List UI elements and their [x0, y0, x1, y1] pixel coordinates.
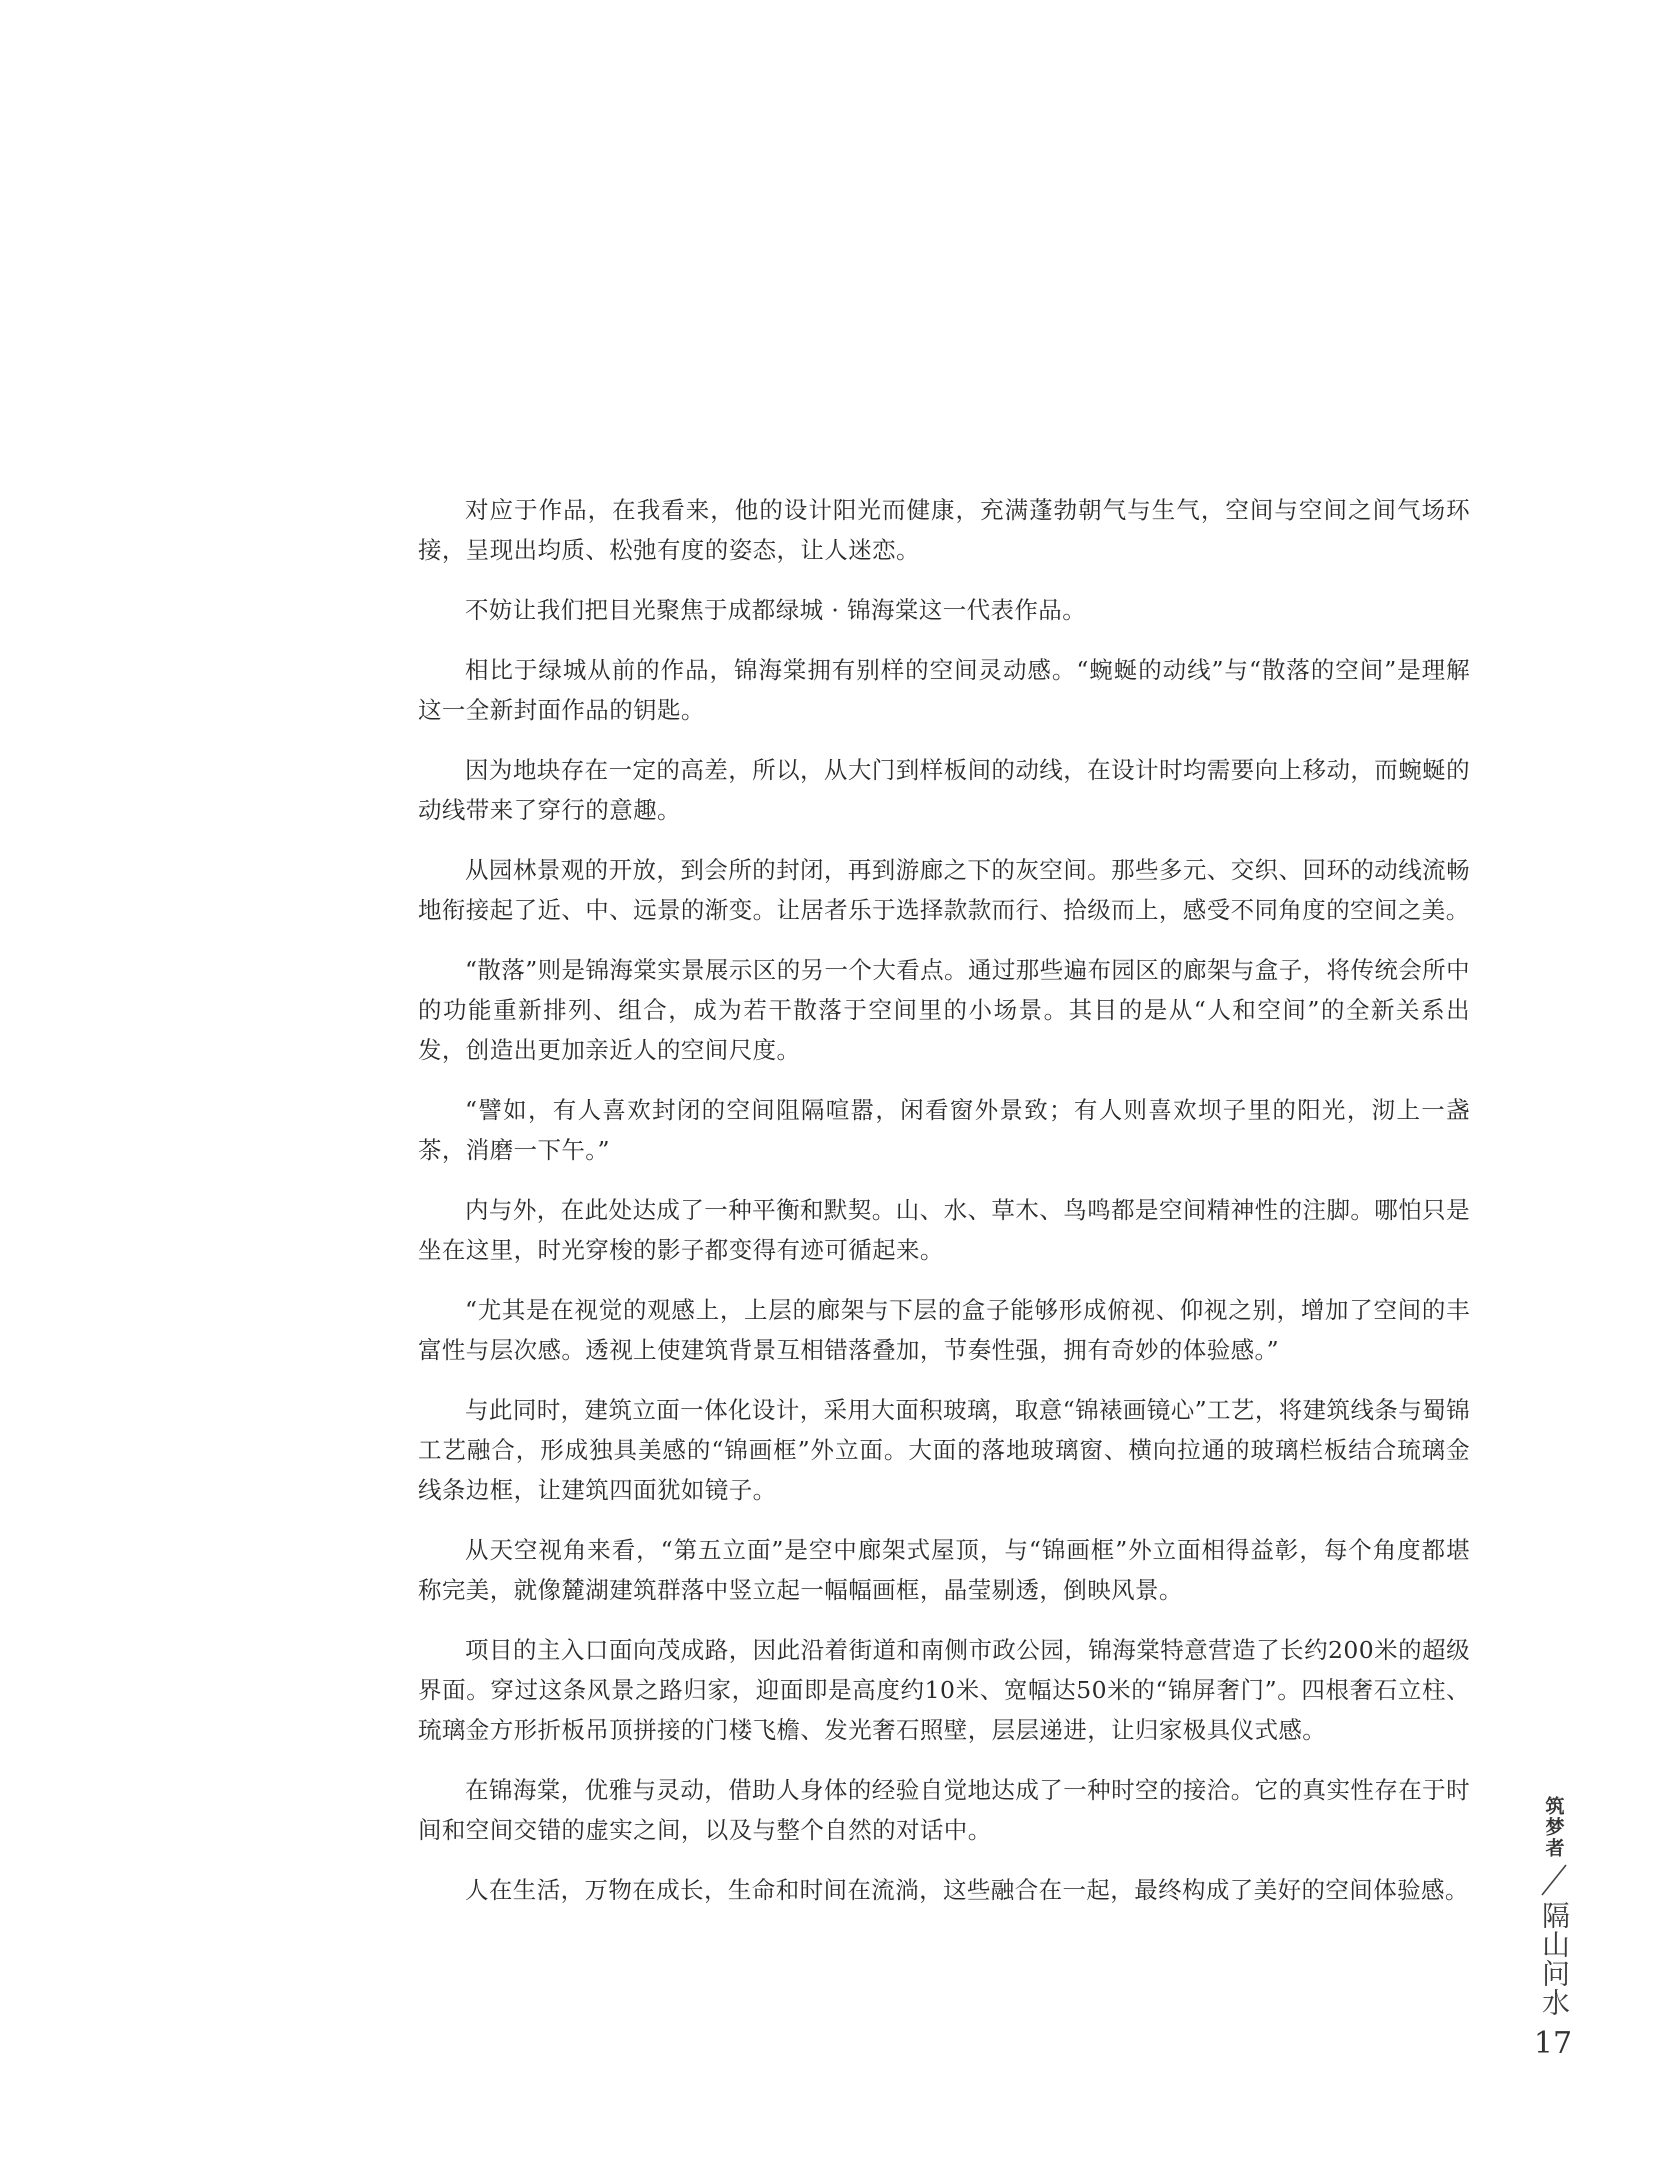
paragraph-7: “譬如，有人喜欢封闭的空间阻隔喧嚣，闲看窗外景致；有人则喜欢坝子里的阳光，沏上一盏茶，消磨一下午。”: [418, 1096, 1470, 1164]
section-name: 隔山问水: [1538, 1901, 1571, 2017]
paragraph-11: 从天空视角来看，“第五立面”是空中廊架式屋顶，与“锦画框”外立面相得益彰，每个角度都堪称完美，就像麓湖建筑群落中竖立起一幅幅画框，晶莹剔透，倒映风景。: [418, 1536, 1470, 1604]
paragraph-5: 从园林景观的开放，到会所的封闭，再到游廊之下的灰空间。那些多元、交织、回环的动线流畅地衔接起了近、中、远景的渐变。让居者乐于选择款款而行、拾级而上，感受不同角度的空间之美。: [418, 856, 1470, 924]
paragraph-8: 内与外，在此处达成了一种平衡和默契。山、水、草木、鸟鸣都是空间精神性的注脚。哪怕只是坐在这里，时光穿梭的影子都变得有迹可循起来。: [418, 1196, 1470, 1264]
running-header: [1536, 1796, 1572, 2017]
paragraph-10: 与此同时，建筑立面一体化设计，采用大面积玻璃，取意“锦裱画镜心”工艺，将建筑线条与蜀锦工艺融合，形成独具美感的“锦画框”外立面。大面的落地玻璃窗、横向拉通的玻璃栏板结合琉璃金线条边框，让建筑四面犹如镜子。: [418, 1396, 1470, 1504]
paragraph-2: 不妨让我们把目光聚焦于成都绿城 · 锦海棠这一代表作品。: [465, 596, 1087, 624]
paragraph-9: “尤其是在视觉的观感上，上层的廊架与下层的盒子能够形成俯视、仰视之别，增加了空间的丰富性与层次感。透视上使建筑背景互相错落叠加，节奏性强，拥有奇妙的体验感。”: [418, 1296, 1470, 1364]
page-number: 17: [1533, 2026, 1573, 2061]
paragraph-14: 人在生活，万物在成长，生命和时间在流淌，这些融合在一起，最终构成了美好的空间体验感。: [465, 1876, 1469, 1904]
paragraph-13: 在锦海棠，优雅与灵动，借助人身体的经验自觉地达成了一种时空的接洽。它的真实性存在于时间和空间交错的虚实之间，以及与整个自然的对话中。: [418, 1776, 1470, 1844]
column-name: 筑梦者: [1542, 1796, 1565, 1859]
paragraph-6: “散落”则是锦海棠实景展示区的另一个大看点。通过那些遍布园区的廊架与盒子，将传统会所中的功能重新排列、组合，成为若干散落于空间里的小场景。其目的是从“人和空间”的全新关系出发，创造出更加亲近人的空间尺度。: [418, 956, 1470, 1064]
slash-divider-icon: [1539, 1863, 1569, 1897]
paragraph-1: 对应于作品，在我看来，他的设计阳光而健康，充满蓬勃朝气与生气，空间与空间之间气场环接，呈现出均质、松弛有度的姿态，让人迷恋。: [418, 496, 1470, 564]
article-body: [418, 490, 1470, 1930]
paragraph-3: 相比于绿城从前的作品，锦海棠拥有别样的空间灵动感。“蜿蜒的动线”与“散落的空间”是理解这一全新封面作品的钥匙。: [418, 656, 1470, 724]
paragraph-12: 项目的主入口面向茂成路，因此沿着街道和南侧市政公园，锦海棠特意营造了长约200米的超级界面。穿过这条风景之路归家，迎面即是高度约10米、宽幅达50米的“锦屏奢门”。四根奢石立柱、琉璃金方形折板吊顶拼接的门楼飞檐、发光奢石照壁，层层递进，让归家极具仪式感。: [418, 1636, 1470, 1744]
paragraph-4: 因为地块存在一定的高差，所以，从大门到样板间的动线，在设计时均需要向上移动，而蜿蜒的动线带来了穿行的意趣。: [418, 756, 1470, 824]
